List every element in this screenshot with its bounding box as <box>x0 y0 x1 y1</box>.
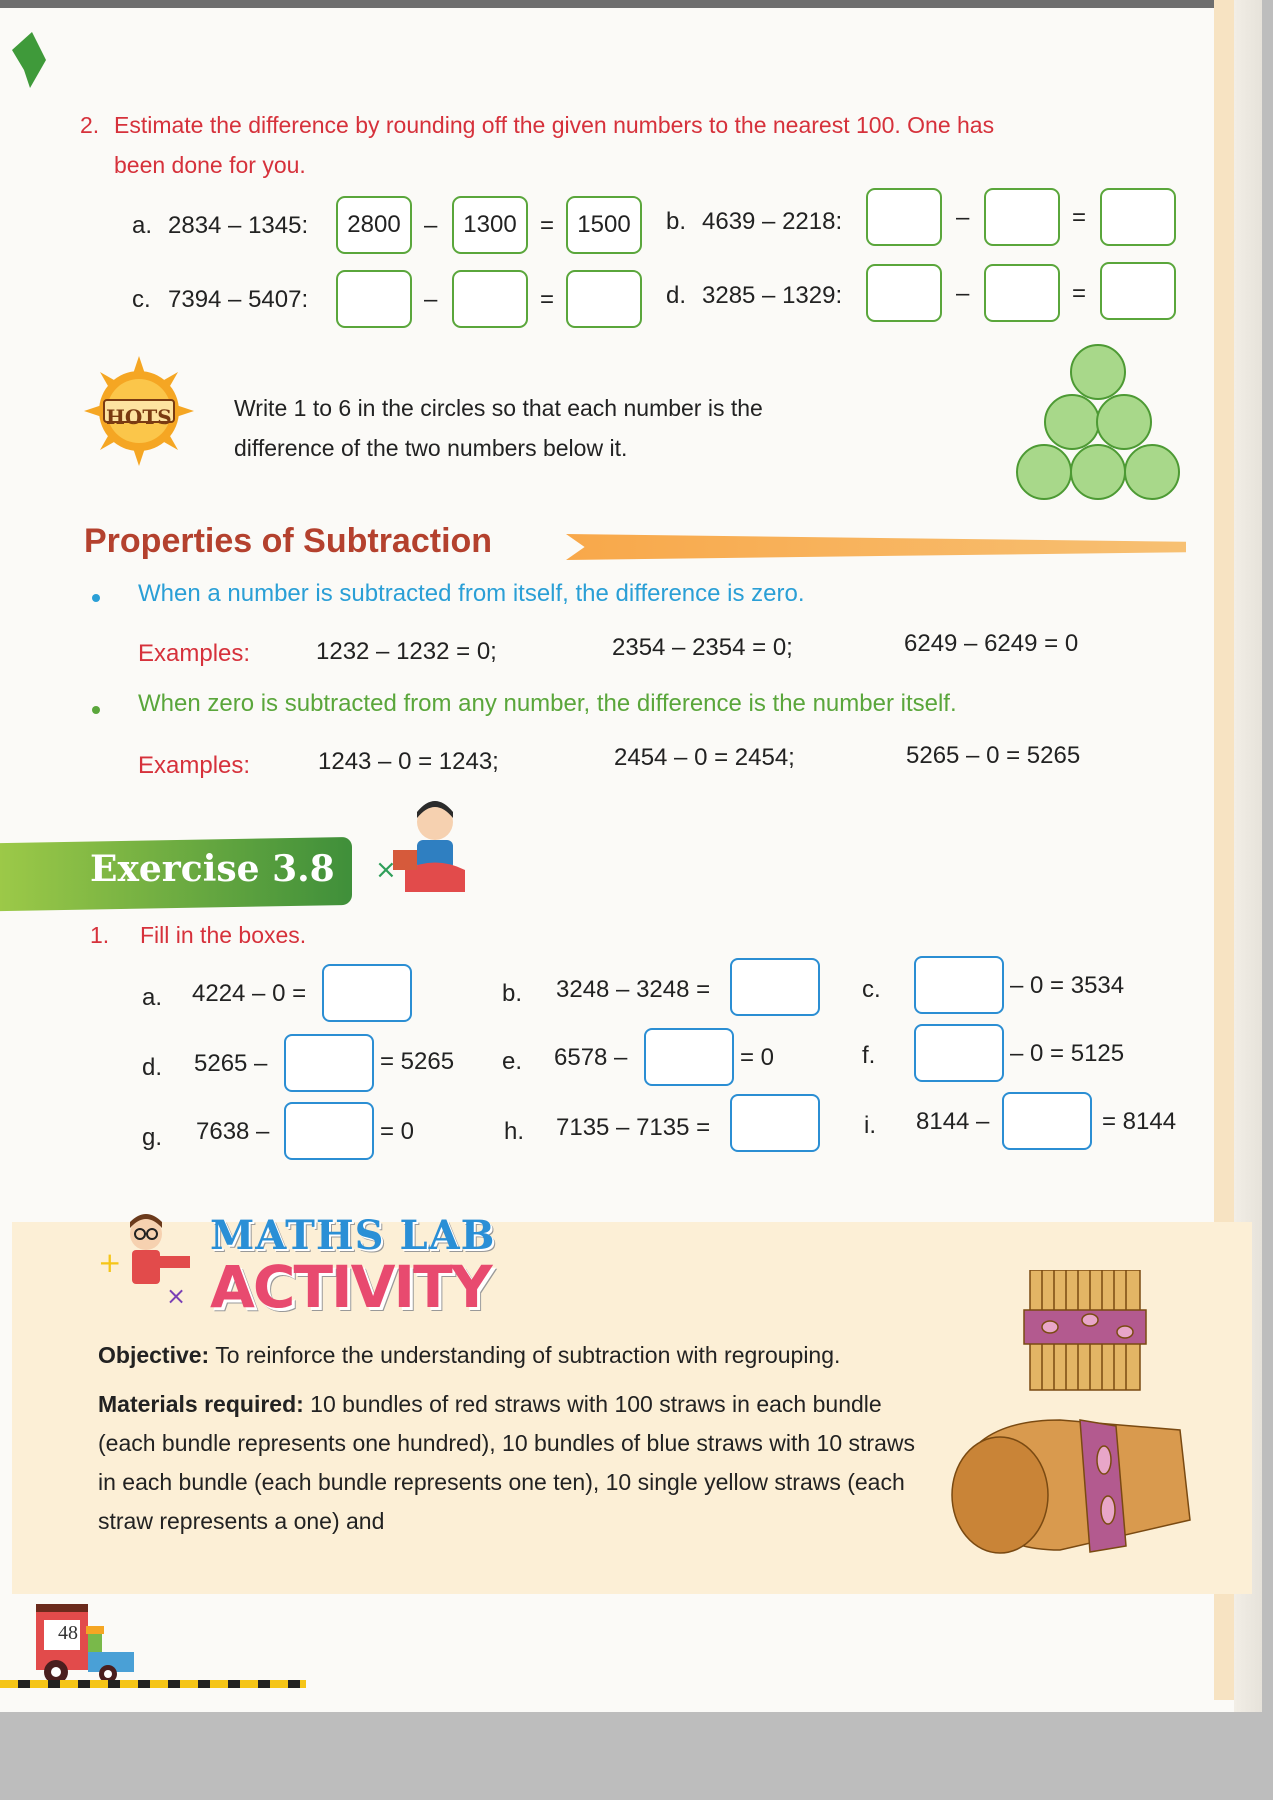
svg-text:×: × <box>166 1282 187 1310</box>
q2-item-a-expr: 2834 – 1345: <box>168 212 309 239</box>
title-underline-bar <box>566 534 1186 560</box>
puzzle-circle-bottom-right[interactable] <box>1124 444 1180 500</box>
ex-item-d-result: = 5265 <box>380 1048 455 1075</box>
examples-label: Examples: <box>138 752 251 779</box>
railway-track-decoration <box>0 1680 306 1688</box>
question-2-number: 2. <box>80 112 100 138</box>
section-title: Properties of Subtraction <box>84 522 493 560</box>
puzzle-circle-mid-left[interactable] <box>1044 394 1100 450</box>
ex-item-d-expr: 5265 – <box>194 1050 268 1077</box>
exercise-title: Exercise 3.8 <box>90 848 335 890</box>
ex-g-answer-box[interactable] <box>284 1102 374 1160</box>
hots-question <box>234 388 934 468</box>
question-2-text-line1: Estimate the difference by rounding off the given numbers to the nearest 100. One has <box>114 112 995 138</box>
puzzle-circle-mid-right[interactable] <box>1096 394 1152 450</box>
q2-item-b-label: b. <box>666 208 687 235</box>
property-rule-1: When a number is subtracted from itself, the difference is zero. <box>138 580 805 607</box>
q2-c-answer-box-1[interactable] <box>336 270 412 328</box>
example-2-3: 5265 – 0 = 5265 <box>906 742 1081 769</box>
q2-b-answer-box-3[interactable] <box>1100 188 1176 246</box>
ex-item-f-expr: – 0 = 5125 <box>1010 1040 1125 1067</box>
minus-sign: – <box>956 204 970 231</box>
example-1-3: 6249 – 6249 = 0 <box>904 630 1079 657</box>
q2-item-a-label: a. <box>132 212 153 239</box>
ex-e-answer-box[interactable] <box>644 1028 734 1086</box>
objective-label: Objective: <box>98 1342 210 1368</box>
hots-line-2: difference of the two numbers below it. <box>234 435 628 461</box>
q2-a-answer-box-2[interactable]: 1300 <box>452 196 528 254</box>
activity-title: ACTIVITY <box>210 1253 491 1321</box>
hots-line-1: Write 1 to 6 in the circles so that each number is the <box>234 395 763 421</box>
ex-item-i-result: = 8144 <box>1102 1108 1177 1135</box>
ex-item-f-label: f. <box>862 1042 876 1069</box>
q2-a-answer-box-1[interactable]: 2800 <box>336 196 412 254</box>
ex-item-e-expr: 6578 – <box>554 1044 628 1071</box>
puzzle-circle-bottom-left[interactable] <box>1016 444 1072 500</box>
example-1-1: 1232 – 1232 = 0; <box>316 638 497 665</box>
q2-item-d-expr: 3285 – 1329: <box>702 282 843 309</box>
svg-text:×: × <box>375 855 397 885</box>
ex-item-a-expr: 4224 – 0 = <box>192 980 307 1007</box>
ex-b-answer-box[interactable] <box>730 958 820 1016</box>
examples-label: Examples: <box>138 640 251 667</box>
hots-badge: HOTS <box>106 405 172 429</box>
example-2-2: 2454 – 0 = 2454; <box>614 744 795 771</box>
ex-item-c-expr: – 0 = 3534 <box>1010 972 1125 999</box>
q2-d-answer-box-1[interactable] <box>866 264 942 322</box>
example-1-2: 2354 – 2354 = 0; <box>612 634 793 661</box>
example-2-1: 1243 – 0 = 1243; <box>318 748 499 775</box>
svg-text:+: + <box>98 1246 122 1279</box>
girl-reading-illustration <box>365 800 475 900</box>
puzzle-circle-top[interactable] <box>1070 344 1126 400</box>
ex-a-answer-box[interactable] <box>322 964 412 1022</box>
maths-lab-title: MATHS LAB <box>210 1212 496 1259</box>
q2-c-answer-box-2[interactable] <box>452 270 528 328</box>
ex-item-c-label: c. <box>862 976 881 1003</box>
straw-bundles-illustration <box>940 1270 1200 1560</box>
ex-item-b-label: b. <box>502 980 523 1007</box>
minus-sign: – <box>956 280 970 307</box>
bullet-icon <box>92 706 100 714</box>
boy-with-math-symbols-illustration <box>96 1212 206 1312</box>
materials-label: Materials required: <box>98 1391 304 1417</box>
q2-item-c-expr: 7394 – 5407: <box>168 286 309 313</box>
maths-lab-logo <box>210 1212 495 1321</box>
ex-item-i-expr: 8144 – <box>916 1108 990 1135</box>
ex-item-d-label: d. <box>142 1054 163 1081</box>
property-rule-2: When zero is subtracted from any number, the difference is the number itself. <box>138 690 957 717</box>
ex-item-e-result: = 0 <box>740 1044 775 1071</box>
minus-sign: – <box>424 212 438 239</box>
equals-sign: = <box>540 286 555 313</box>
ex-i-answer-box[interactable] <box>1002 1092 1092 1150</box>
question-2-text-line2: been done for you. <box>114 152 306 178</box>
q2-d-answer-box-2[interactable] <box>984 264 1060 322</box>
maths-lab-body <box>98 1336 928 1541</box>
q2-c-answer-box-3[interactable] <box>566 270 642 328</box>
page-number: 48 <box>58 1622 78 1644</box>
q2-item-c-label: c. <box>132 286 151 313</box>
ex-item-g-label: g. <box>142 1124 163 1151</box>
q2-item-b-expr: 4639 – 2218: <box>702 208 843 235</box>
q2-b-answer-box-1[interactable] <box>866 188 942 246</box>
q2-d-answer-box-3[interactable] <box>1100 262 1176 320</box>
ex-h-answer-box[interactable] <box>730 1094 820 1152</box>
ex-item-h-label: h. <box>504 1118 525 1145</box>
ex-item-e-label: e. <box>502 1048 523 1075</box>
page-top-edge <box>0 0 1262 8</box>
ex-item-b-expr: 3248 – 3248 = <box>556 976 711 1003</box>
ex-d-answer-box[interactable] <box>284 1034 374 1092</box>
q2-item-d-label: d. <box>666 282 687 309</box>
minus-sign: – <box>424 286 438 313</box>
exercise-q1-number: 1. <box>90 922 110 948</box>
bullet-icon <box>92 594 100 602</box>
objective-paragraph <box>98 1336 928 1375</box>
train-page-number-icon <box>28 1600 148 1690</box>
ex-item-g-result: = 0 <box>380 1118 415 1145</box>
q2-a-answer-box-3[interactable]: 1500 <box>566 196 642 254</box>
ex-item-g-expr: 7638 – <box>196 1118 270 1145</box>
objective-text: To reinforce the understanding of subtraction with regrouping. <box>209 1342 841 1368</box>
ex-item-h-expr: 7135 – 7135 = <box>556 1114 711 1141</box>
ex-item-a-label: a. <box>142 984 163 1011</box>
q2-b-answer-box-2[interactable] <box>984 188 1060 246</box>
equals-sign: = <box>1072 280 1087 307</box>
materials-paragraph <box>98 1385 928 1541</box>
ex-item-i-label: i. <box>864 1112 876 1139</box>
equals-sign: = <box>1072 204 1087 231</box>
exercise-q1-text: Fill in the boxes. <box>140 922 307 948</box>
puzzle-circle-bottom-middle[interactable] <box>1070 444 1126 500</box>
leaf-icon <box>10 30 50 90</box>
ex-c-answer-box[interactable] <box>914 956 1004 1014</box>
materials-text: 10 bundles of red straws with 100 straws in each bundle (each bundle represents one hundred), 10 bundles of blue straws with 10 straws in each bundle (each bundle represents one ten), 10 single yellow straws (each straw represents a one) and <box>98 1391 915 1534</box>
equals-sign: = <box>540 212 555 239</box>
ex-f-answer-box[interactable] <box>914 1024 1004 1082</box>
